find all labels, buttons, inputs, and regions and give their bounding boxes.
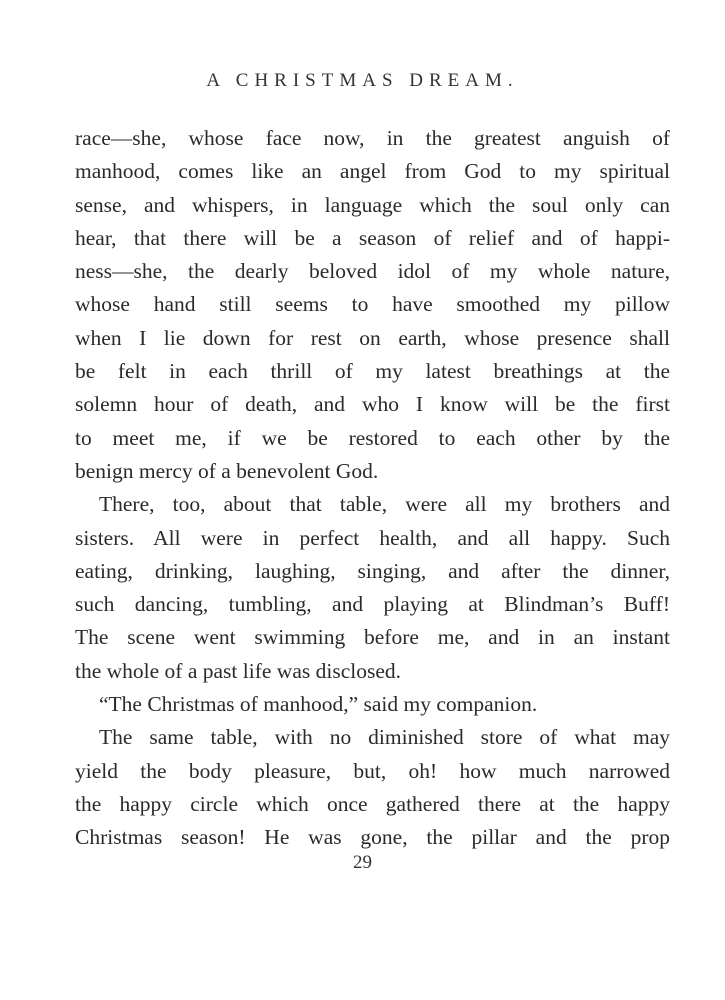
text-line: The scene went swimming before me, and in an instant: [75, 625, 670, 650]
running-head: A CHRISTMAS DREAM.: [206, 70, 519, 91]
text-line: ness—she, the dearly beloved idol of my whole nature,: [75, 259, 670, 284]
text-line: Christmas season! He was gone, the pillar and the prop: [75, 825, 670, 850]
text-line: the whole of a past life was disclosed.: [75, 658, 401, 683]
text-line: hear, that there will be a season of relief and of happi-: [75, 225, 670, 250]
text-line: solemn hour of death, and who I know will be the first: [75, 392, 670, 417]
text-line: manhood, comes like an angel from God to my spiritual: [75, 159, 670, 184]
text-line: race—she, whose face now, in the greatest anguish of: [75, 126, 670, 150]
text-line: “The Christmas of manhood,” said my companion.: [99, 692, 538, 717]
text-line: the happy circle which once gathered there at the happy: [75, 791, 670, 816]
text-line: such dancing, tumbling, and playing at Blindman’s Buff!: [75, 592, 670, 617]
text-line: be felt in each thrill of my latest breathings at the: [75, 359, 670, 384]
body-text: [75, 122, 670, 855]
text-line: benign mercy of a benevolent God.: [75, 458, 379, 483]
text-line: The same table, with no diminished store of what may: [99, 725, 670, 750]
text-line: whose hand still seems to have smoothed my pillow: [75, 292, 670, 317]
text-line: There, too, about that table, were all my brothers and: [99, 492, 670, 517]
text-line: sense, and whispers, in language which the soul only can: [75, 192, 670, 217]
text-line: yield the body pleasure, but, oh! how much narrowed: [75, 758, 670, 783]
text-line: to meet me, if we be restored to each other by the: [75, 425, 670, 450]
page-number: 29: [353, 852, 372, 873]
text-line: sisters. All were in perfect health, and all happy. Such: [75, 525, 670, 550]
text-line: eating, drinking, laughing, singing, and after the dinner,: [75, 558, 670, 583]
text-line: when I lie down for rest on earth, whose presence shall: [75, 325, 670, 350]
